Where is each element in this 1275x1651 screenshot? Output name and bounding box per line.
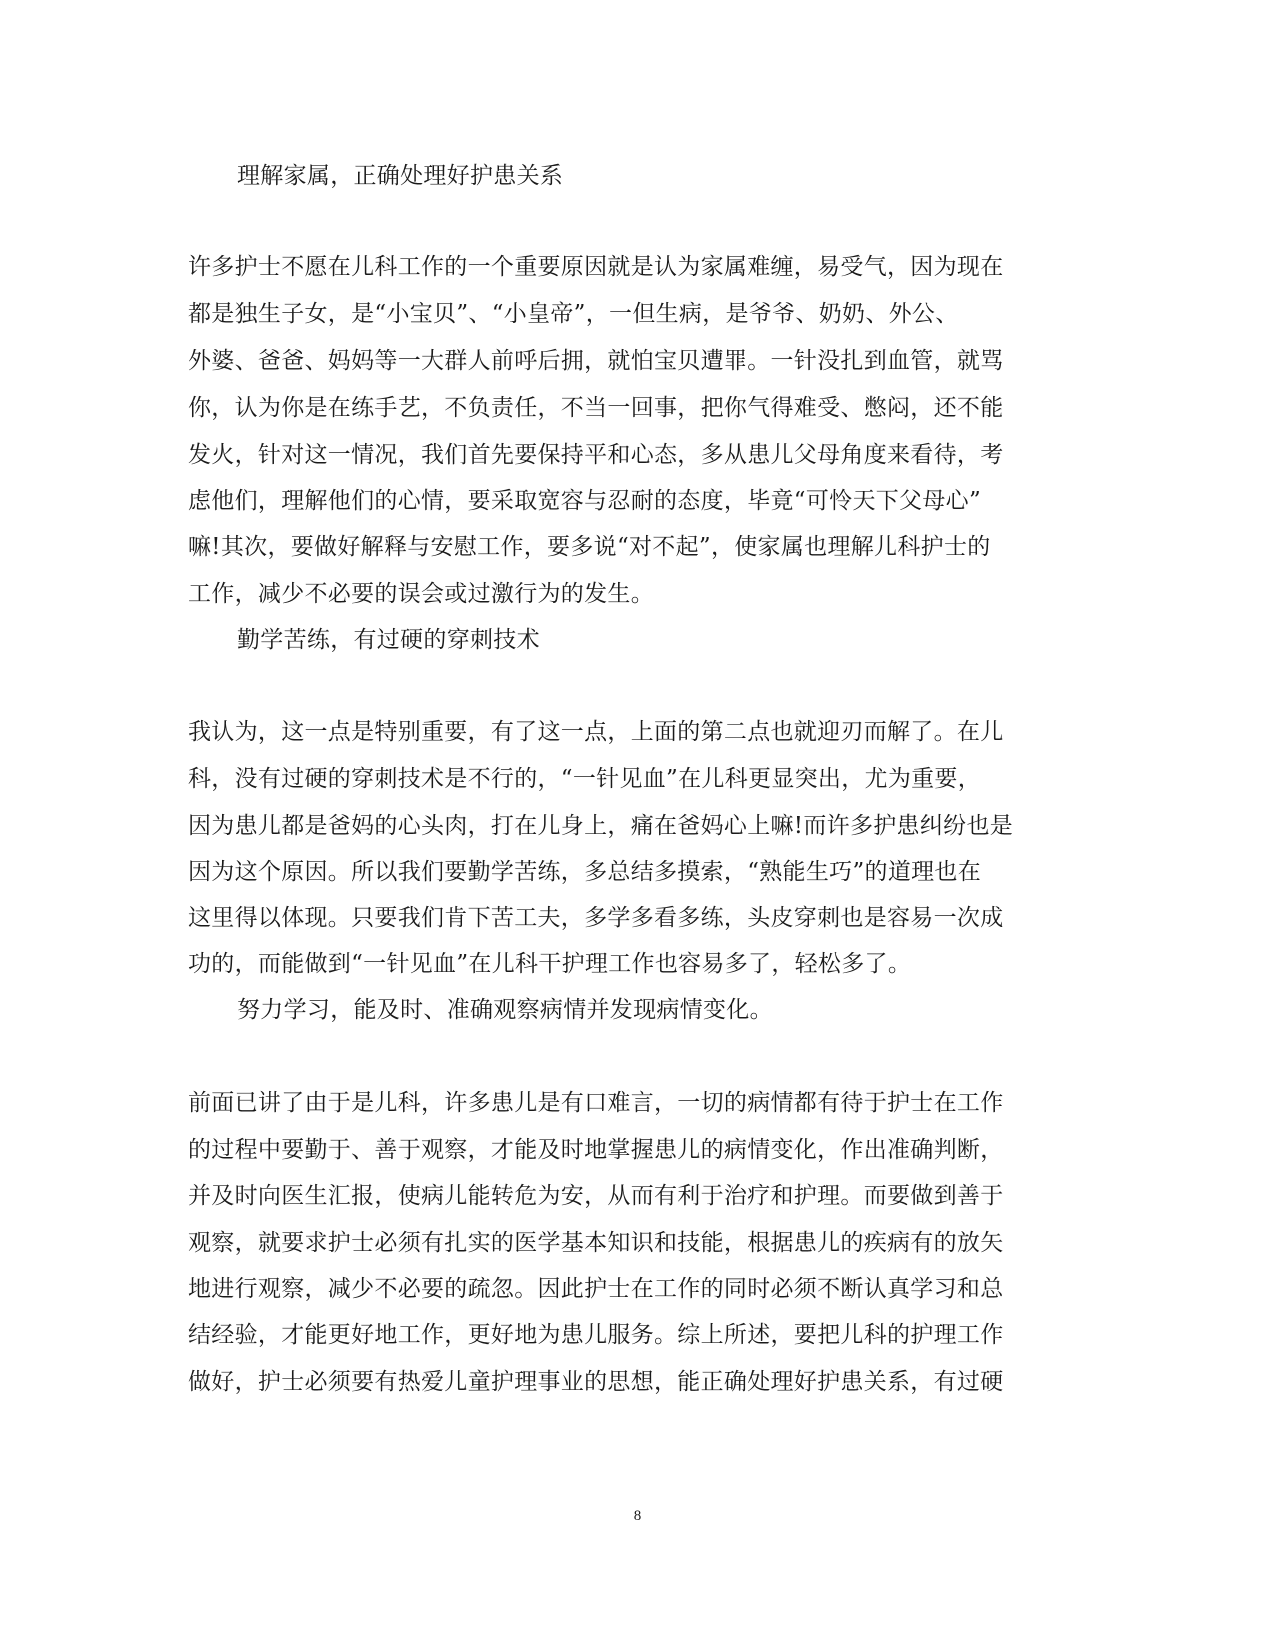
section-heading-family-relations: 理解家属，正确处理好护患关系 bbox=[237, 163, 564, 189]
section-heading-puncture-skill: 勤学苦练，有过硬的穿刺技术 bbox=[237, 627, 540, 653]
paragraph-line: 功的，而能做到“一针见血”在儿科干护理工作也容易多了，轻松多了。 bbox=[188, 951, 912, 977]
paragraph-line: 因为患儿都是爸妈的心头肉，打在儿身上，痛在爸妈心上嘛!而许多护患纠纷也是 bbox=[188, 813, 1014, 839]
paragraph-line: 发火，针对这一情况，我们首先要保持平和心态，多从患儿父母角度来看待，考 bbox=[188, 442, 1004, 468]
paragraph-line: 观察，就要求护士必须有扎实的医学基本知识和技能，根据患儿的疾病有的放矢 bbox=[188, 1230, 1004, 1256]
paragraph-line: 做好，护士必须要有热爱儿童护理事业的思想，能正确处理好护患关系，有过硬 bbox=[188, 1369, 1004, 1395]
paragraph-line: 前面已讲了由于是儿科，许多患儿是有口难言，一切的病情都有待于护士在工作 bbox=[188, 1090, 1004, 1116]
paragraph-line: 结经验，才能更好地工作，更好地为患儿服务。综上所述，要把儿科的护理工作 bbox=[188, 1322, 1004, 1348]
paragraph-line: 的过程中要勤于、善于观察，才能及时地掌握患儿的病情变化，作出准确判断， bbox=[188, 1137, 1004, 1163]
paragraph-line: 你，认为你是在练手艺，不负责任，不当一回事，把你气得难受、憋闷，还不能 bbox=[188, 395, 1004, 421]
paragraph-line: 并及时向医生汇报，使病儿能转危为安，从而有利于治疗和护理。而要做到善于 bbox=[188, 1183, 1004, 1209]
paragraph-line: 这里得以体现。只要我们肯下苦工夫，多学多看多练，头皮穿刺也是容易一次成 bbox=[188, 905, 1004, 931]
section-heading-observation: 努力学习，能及时、准确观察病情并发现病情变化。 bbox=[237, 997, 773, 1023]
paragraph-line: 我认为，这一点是特别重要，有了这一点，上面的第二点也就迎刃而解了。在儿 bbox=[188, 719, 1004, 745]
page-number: 8 bbox=[633, 1508, 642, 1524]
paragraph-line: 外婆、爸爸、妈妈等一大群人前呼后拥，就怕宝贝遭罪。一针没扎到血管，就骂 bbox=[188, 348, 1004, 374]
paragraph-line: 科，没有过硬的穿刺技术是不行的，“一针见血”在儿科更显突出，尤为重要， bbox=[188, 766, 982, 792]
paragraph-line: 虑他们，理解他们的心情，要采取宽容与忍耐的态度，毕竟“可怜天下父母心” bbox=[188, 488, 982, 514]
paragraph-line: 工作，减少不必要的误会或过激行为的发生。 bbox=[188, 581, 654, 607]
paragraph-line: 地进行观察，减少不必要的疏忽。因此护士在工作的同时必须不断认真学习和总 bbox=[188, 1276, 1004, 1302]
paragraph-line: 许多护士不愿在儿科工作的一个重要原因就是认为家属难缠，易受气，因为现在 bbox=[188, 254, 1004, 280]
paragraph-line: 因为这个原因。所以我们要勤学苦练，多总结多摸索，“熟能生巧”的道理也在 bbox=[188, 859, 982, 885]
paragraph-line: 都是独生子女，是“小宝贝”、“小皇帝”，一但生病，是爷爷、奶奶、外公、 bbox=[188, 301, 959, 327]
paragraph-line: 嘛!其次，要做好解释与安慰工作，要多说“对不起”，使家属也理解儿科护士的 bbox=[188, 534, 991, 560]
